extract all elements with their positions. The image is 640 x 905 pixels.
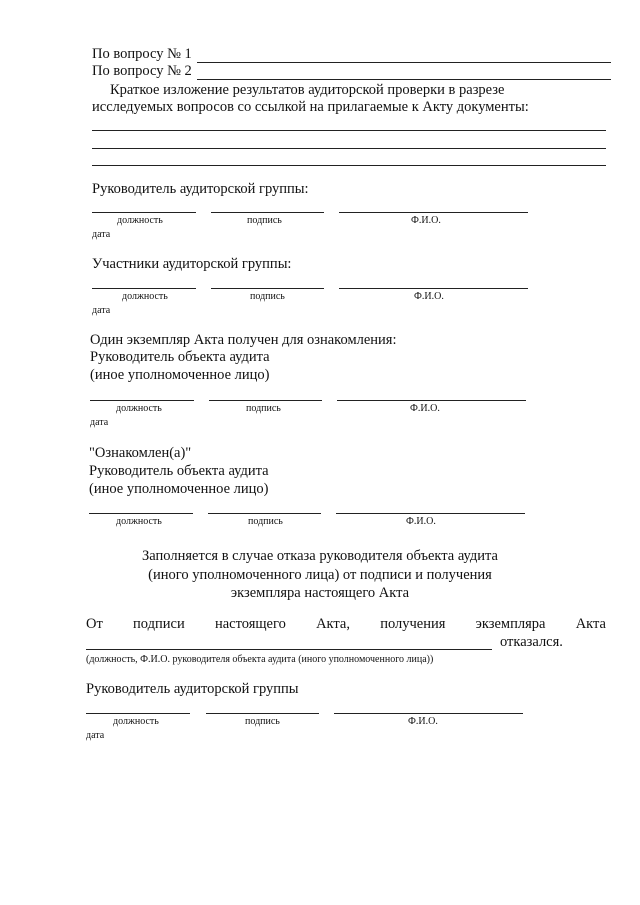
question-1-line[interactable]: [197, 62, 611, 63]
refusal-heading-3: экземпляра настоящего Акта: [230, 585, 410, 601]
receipt-signature-caption: подпись: [246, 403, 281, 414]
refusal-fill-line[interactable]: [86, 649, 492, 650]
refusal-heading-1: Заполняется в случае отказа руководителя объекта аудита: [142, 548, 498, 564]
refusal-word: настоящего: [214, 616, 286, 632]
refusal-word: получения: [380, 616, 446, 632]
group-leader-position-line[interactable]: [92, 212, 196, 213]
group-leader-date-caption: дата: [92, 229, 111, 240]
refusal-heading-2: (иного уполномоченного лица) от подписи и получения: [148, 567, 492, 583]
participants-signature-line[interactable]: [211, 288, 324, 289]
group-leader-fio-line[interactable]: [339, 212, 528, 213]
acknowledged-fio-caption: Ф.И.О.: [406, 516, 436, 527]
receipt-line-3: (иное уполномоченное лицо): [90, 367, 270, 383]
final-leader-title: Руководитель аудиторской группы: [86, 681, 299, 697]
group-leader-signature-caption: подпись: [247, 215, 282, 226]
acknowledged-fio-line[interactable]: [336, 513, 525, 514]
acknowledged-signature-line[interactable]: [208, 513, 321, 514]
receipt-fio-caption: Ф.И.О.: [410, 403, 440, 414]
summary-line-2: исследуемых вопросов со ссылкой на прилагаемые к Акту документы:: [92, 99, 529, 115]
receipt-line-1: Один экземпляр Акта получен для ознакомления:: [90, 332, 397, 348]
final-leader-position-line[interactable]: [86, 713, 190, 714]
refusal-caption: (должность, Ф.И.О. руководителя объекта аудита (иного уполномоченного лица)): [86, 654, 434, 665]
group-leader-position-caption: должность: [117, 215, 163, 226]
receipt-date-caption: дата: [90, 417, 109, 428]
acknowledged-line-1: "Ознакомлен(а)": [89, 445, 192, 461]
final-leader-fio-caption: Ф.И.О.: [408, 716, 438, 727]
refusal-word: Акта: [575, 616, 606, 632]
acknowledged-line-3: (иное уполномоченное лицо): [89, 481, 269, 497]
question-2-label: По вопросу № 2: [92, 63, 192, 79]
final-leader-signature-caption: подпись: [245, 716, 280, 727]
participants-position-caption: должность: [122, 291, 168, 302]
acknowledged-position-caption: должность: [116, 516, 162, 527]
receipt-signature-line[interactable]: [209, 400, 322, 401]
participants-fio-line[interactable]: [339, 288, 528, 289]
acknowledged-signature-caption: подпись: [248, 516, 283, 527]
group-leader-signature-line[interactable]: [211, 212, 324, 213]
group-leader-title: Руководитель аудиторской группы:: [92, 181, 309, 197]
acknowledged-line-2: Руководитель объекта аудита: [89, 463, 269, 479]
refusal-word: экземпляра: [475, 616, 546, 632]
acknowledged-position-line[interactable]: [89, 513, 193, 514]
final-leader-position-caption: должность: [113, 716, 159, 727]
summary-line-1: [110, 82, 610, 99]
summary-fill-line-3[interactable]: [92, 165, 606, 166]
participants-signature-caption: подпись: [250, 291, 285, 302]
participants-fio-caption: Ф.И.О.: [414, 291, 444, 302]
question-1-label: По вопросу № 1: [92, 46, 192, 62]
receipt-fio-line[interactable]: [337, 400, 526, 401]
receipt-position-caption: должность: [116, 403, 162, 414]
final-leader-date-caption: дата: [86, 730, 105, 741]
summary-text-1: Краткое изложение результатов аудиторской проверки в разрезе: [110, 82, 505, 98]
final-leader-signature-line[interactable]: [206, 713, 319, 714]
refusal-word: От: [86, 616, 103, 632]
refusal-word: подписи: [133, 616, 185, 632]
question-2-line[interactable]: [197, 79, 611, 80]
participants-title: Участники аудиторской группы:: [92, 256, 292, 272]
group-leader-fio-caption: Ф.И.О.: [411, 215, 441, 226]
participants-date-caption: дата: [92, 305, 111, 316]
receipt-position-line[interactable]: [90, 400, 194, 401]
participants-position-line[interactable]: [92, 288, 196, 289]
refusal-word: Акта,: [316, 616, 350, 632]
refusal-refused-text: отказался.: [500, 634, 563, 650]
summary-fill-line-2[interactable]: [92, 148, 606, 149]
summary-fill-line-1[interactable]: [92, 130, 606, 131]
refusal-sentence: [86, 616, 606, 633]
receipt-line-2: Руководитель объекта аудита: [90, 349, 270, 365]
final-leader-fio-line[interactable]: [334, 713, 523, 714]
